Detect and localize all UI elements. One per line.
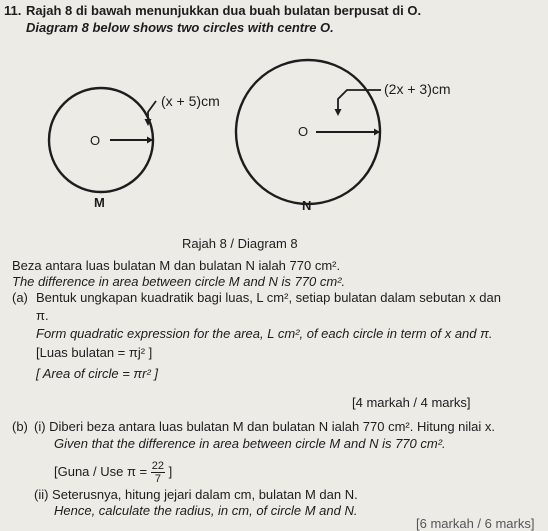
part-b-i-malay: (i) Diberi beza antara luas bulatan M dan bulatan N ialah 770 cm². Hitung nilai x.: [34, 419, 496, 434]
circle-n-pointer: [338, 90, 381, 111]
diagram-caption: Rajah 8 / Diagram 8: [182, 236, 298, 251]
question-line-english: Diagram 8 below shows two circles with centre O.: [26, 20, 334, 35]
difference-statement-malay: Beza antara luas bulatan M dan bulatan N ialah 770 cm².: [12, 258, 341, 273]
question-line-malay: Rajah 8 di bawah menunjukkan dua buah bulatan berpusat di O.: [26, 3, 422, 18]
part-b-label: (b): [12, 419, 28, 434]
circle-n-centre-label: O: [298, 124, 309, 139]
diagram-two-circles: [0, 0, 548, 240]
pi-numerator: 22: [151, 460, 165, 472]
pi-fraction: [151, 460, 165, 485]
part-a-malay-line-1: Bentuk ungkapan kuadratik bagi luas, L cm², setiap bulatan dalam sebutan x dan: [36, 290, 501, 305]
part-a-label: (a): [12, 290, 28, 305]
part-b-ii-malay: (ii) Seterusnya, hitung jejari dalam cm, bulatan M dan N.: [34, 487, 358, 502]
marks-part-a: [4 markah / 4 marks]: [352, 395, 471, 410]
hint-malay: [Luas bulatan = πj² ]: [36, 345, 153, 360]
question-number: 11.: [4, 3, 22, 18]
circle-m-label: M: [94, 195, 105, 210]
part-b-ii-english: Hence, calculate the radius, in cm, of circle M and N.: [54, 503, 358, 518]
part-a-malay-line-2: π.: [36, 308, 49, 323]
circle-n-label: N: [302, 198, 312, 213]
part-a-english: Form quadratic expression for the area, L cm², of each circle in term of x and π.: [36, 326, 493, 341]
circle-n-radius-label: (2x + 3)cm: [384, 81, 451, 97]
hint-english: [ Area of circle = πr² ]: [36, 366, 159, 381]
difference-statement-english: The difference in area between circle M and N is 770 cm².: [12, 274, 346, 289]
pi-hint-prefix: [Guna / Use π =: [54, 463, 151, 479]
part-b-i-english: Given that the difference in area between circle M and N is 770 cm².: [54, 436, 446, 451]
circle-m-centre-label: O: [90, 133, 101, 148]
circle-n-pointer-head: [335, 109, 342, 116]
circle-m-radius-label: (x + 5)cm: [161, 93, 220, 109]
pi-denominator: 7: [154, 473, 161, 485]
pi-hint: [54, 460, 172, 485]
pi-hint-suffix: ]: [168, 463, 173, 479]
marks-part-b: [6 markah / 6 marks]: [416, 516, 535, 531]
